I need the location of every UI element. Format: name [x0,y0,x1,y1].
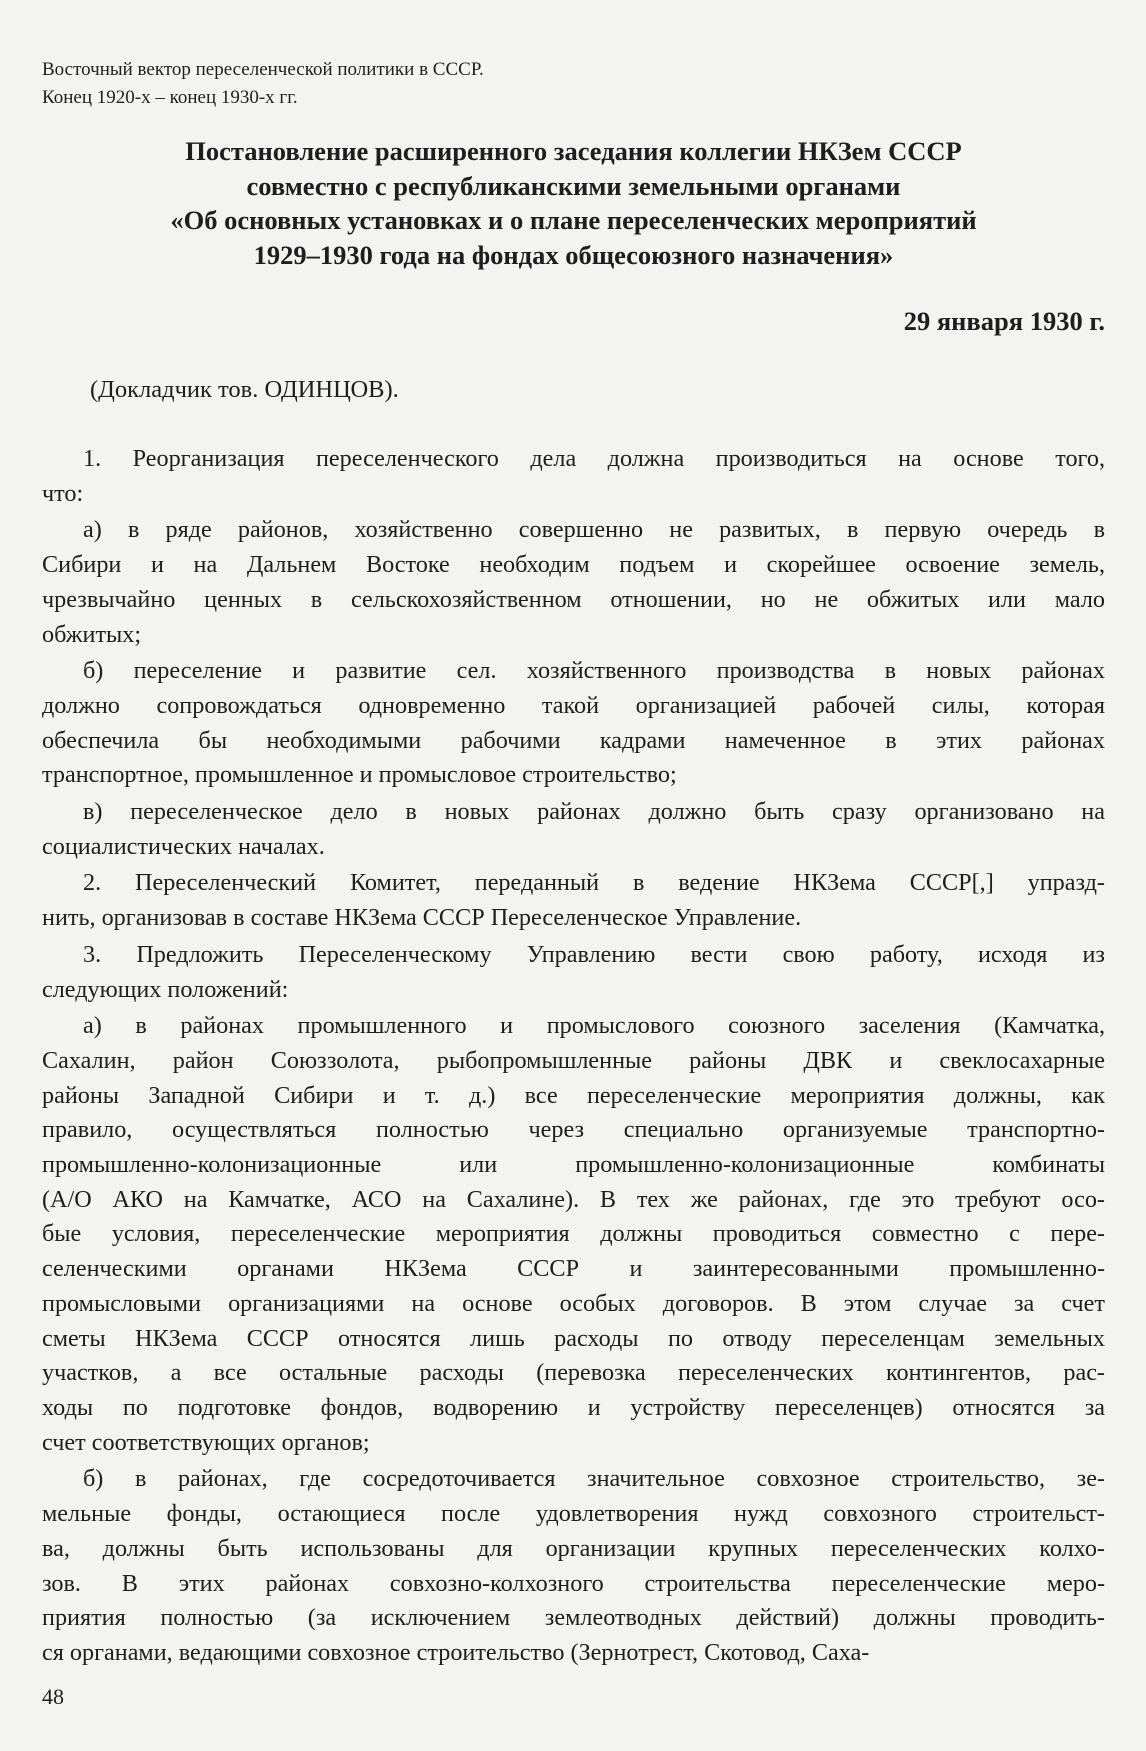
text-line: Сахалин, район Союззолота, рыбопромышленные районы ДВК и свеклосахарные [42,1046,1105,1074]
title-line: «Об основных установках и о плане переселенческих мероприятий [170,205,977,235]
running-head-line-2: Конец 1920-х – конец 1930-х гг. [42,87,298,108]
paragraph [42,654,1105,793]
text-line: обеспечила бы необходимыми рабочими кадрами намеченное в этих районах [42,726,1105,754]
text-line: чрезвычайно ценных в сельскохозяйственном отношении, но не обжитых или мало [42,585,1105,613]
text-line: ва, должны быть использованы для организации крупных переселенческих колхо- [42,1534,1105,1562]
text-line: 2. Переселенческий Комитет, переданный в ведение НКЗема СССР[,] упразд- [83,869,1105,897]
text-line: мельные фонды, остающиеся после удовлетворения нужд совхозного строительст- [42,1500,1105,1528]
running-head [42,56,1105,112]
paragraph [42,1009,1105,1460]
text-line: правило, осуществляться полностью через специально организуемые транспортно- [42,1116,1105,1144]
text-line: зов. В этих районах совхозно-колхозного строительства переселенческие меро- [42,1569,1105,1597]
text-line: транспортное, промышленное и промысловое строительство; [42,761,677,789]
paragraph [42,866,1105,935]
text-line: районы Западной Сибири и т. д.) все переселенческие мероприятия должны, как [42,1081,1105,1109]
paragraph [42,513,1105,652]
title-line: 1929–1930 года на фондах общесоюзного назначения» [253,239,894,270]
running-head-line-1: Восточный вектор переселенческой политики в СССР. [42,59,484,80]
page-number: 48 [42,1683,64,1709]
text-line: приятия полностью (за исключением землеотводных действий) должны проводить- [42,1604,1105,1632]
text-line: а) в районах промышленного и промыслового союзного заселения (Камчатка, [83,1012,1105,1040]
document-title [42,134,1105,272]
text-line: 3. Предложить Переселенческому Управлению вести свою работу, исходя из [83,940,1105,968]
title-line: совместно с республиканскими земельными органами [246,170,901,201]
title-line: Постановление расширенного заседания коллегии НКЗем СССР [185,136,962,166]
text-line: ся органами, ведающими совхозное строительство (Зернотрест, Скотовод, Саха- [42,1638,870,1666]
text-line: участков, а все остальные расходы (перевозка переселенческих контингентов, рас- [42,1359,1105,1387]
text-line: счет соответствующих органов; [42,1428,370,1456]
paragraph [42,1462,1105,1670]
document-date: 29 января 1930 г. [903,306,1105,336]
text-line: промысловыми организациями на основе особых договоров. В этом случае за счет [42,1289,1105,1317]
text-line: должно сопровождаться одновременно такой организацией рабочей силы, которая [42,691,1105,719]
document-body [42,442,1105,1671]
text-line: б) в районах, где сосредоточивается значительное совхозное строительство, зе- [83,1465,1105,1493]
text-line: 1. Реорганизация переселенческого дела должна производиться на основе того, [83,445,1105,472]
text-line: а) в ряде районов, хозяйственно совершенно не развитых, в первую очередь в [83,516,1105,544]
text-line: что: [42,479,84,507]
text-line: б) переселение и развитие сел. хозяйственного производства в новых районах [83,657,1105,685]
paragraph [42,795,1105,864]
text-line: селенческими органами НКЗема СССР и заинтересованными промышленно- [42,1255,1105,1283]
text-line: обжитых; [42,620,142,648]
text-line: в) переселенческое дело в новых районах должно быть сразу организовано на [83,798,1105,826]
paragraph [42,938,1105,1007]
text-line: следующих положений: [42,975,289,1003]
speaker-note: (Докладчик тов. ОДИНЦОВ). [90,376,399,403]
text-line: сметы НКЗема СССР относятся лишь расходы по отводу переселенцам земельных [42,1324,1105,1352]
text-line: бые условия, переселенческие мероприятия должны проводиться совместно с пере- [42,1220,1105,1248]
text-line: промышленно-колонизационные или промышленно-колонизационные комбинаты [42,1151,1105,1179]
text-line: социалистических началах. [42,832,325,860]
text-line: Сибири и на Дальнем Востоке необходим подъем и скорейшее освоение земель, [42,551,1105,579]
text-line: нить, организовав в составе НКЗема СССР Переселенческое Управление. [42,904,802,932]
paragraph [42,442,1105,511]
text-line: ходы по подготовке фондов, водворению и устройству переселенцев) относятся за [42,1393,1105,1421]
text-line: (А/О АКО на Камчатке, АСО на Сахалине). В тех же районах, где это требуют осо- [42,1185,1105,1213]
